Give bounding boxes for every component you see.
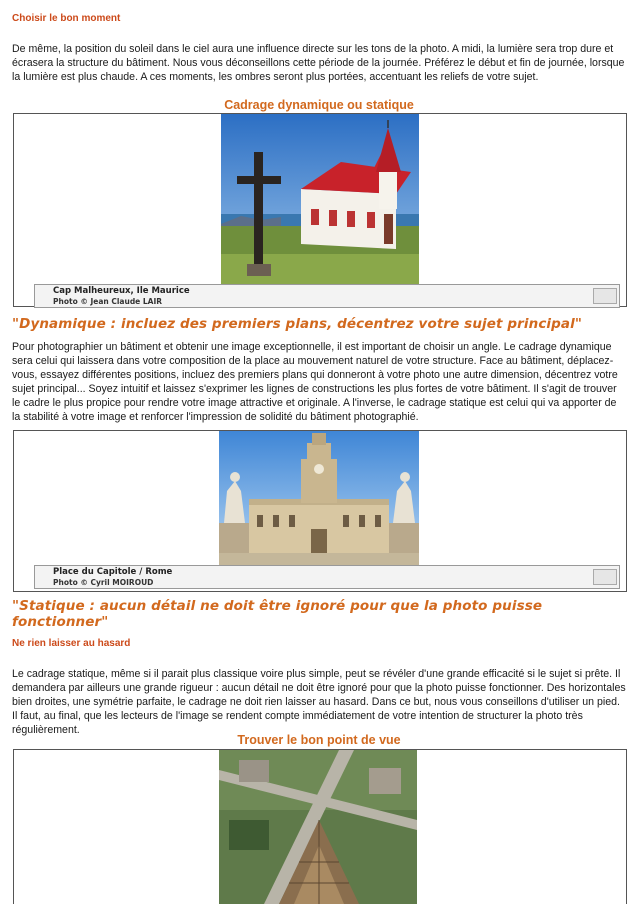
paragraph-static: Le cadrage statique, même si il parait plus classique voire plus simple, peut se révéler d'une grande efficacité si le sujet si prête. Il demandera par ailleurs une grande rigueur : aucun détail ne doit être ignoré pour que la photo puisse fonctionner. Des horizontales bien droites, une symétrie parfaite, le cadrage ne doit rien laisser au hasard. Dans ce but, nous vous conseillons d'utiliser un pied. Il faut, au final, que les lecteurs de l'image se rendent compte immédiatement de votre intention de structurer la photo très régulièrement. [12, 668, 626, 736]
figure-frame-chapel [13, 113, 627, 307]
aerial-photo-image [219, 750, 417, 904]
caption-credit: Photo © Cyril MOIROUD [53, 578, 154, 587]
caption-bar-chapel [34, 284, 620, 308]
quote-static: "Statique : aucun détail ne doit être ignoré pour que la photo puisse fonctionner" [12, 598, 543, 630]
photo-chapel [221, 114, 419, 284]
caption-bar-capitol [34, 565, 620, 589]
section-heading-no-chance: Ne rien laisser au hasard [12, 638, 131, 649]
figure-title-framing: Cadrage dynamique ou statique [224, 98, 414, 112]
quote-dynamic: "Dynamique : incluez des premiers plans, décentrez votre sujet principal" [12, 316, 582, 332]
capitol-photo-image [219, 431, 419, 565]
section-heading-timing: Choisir le bon moment [12, 13, 121, 24]
photo-aerial [219, 750, 417, 904]
figure-title-viewpoint: Trouver le bon point de vue [237, 733, 401, 747]
caption-toggle-button[interactable] [593, 288, 617, 304]
paragraph-timing: De même, la position du soleil dans le ciel aura une influence directe sur les tons de la photo. A midi, la lumière sera trop dure et écrasera la structure du bâtiment. Nous vous déconseillons cette période de la journée. Préférez le début et fin de journée, lorsque la lumière est plus chaude. A ces moments, les ombres seront plus portées, accentuant les reliefs de votre sujet. [12, 43, 625, 83]
figure-frame-viewpoint [13, 749, 627, 904]
caption-location: Cap Malheureux, Ile Maurice [53, 286, 190, 296]
photo-capitol [219, 431, 419, 565]
figure-frame-capitol [13, 430, 627, 592]
caption-location: Place du Capitole / Rome [53, 567, 173, 577]
caption-credit: Photo © Jean Claude LAIR [53, 297, 163, 306]
paragraph-dynamic: Pour photographier un bâtiment et obtenir une image exceptionnelle, il est important de choisir un angle. Le cadrage dynamique sera celui qui laissera dans votre composition de la place au mouvement naturel de votre structure. Face au bâtiment, déplacez-vous, essayez différentes positions, incluez des premiers plans qui donneront à votre photo une autre dimension, décentrez votre sujet principal... Soyez intuitif et laissez s'exprimer les lignes de constructions les plus fortes de votre bâtiment. Il s'agit de trouver le cadre le plus propice pour rendre votre image attractive et originale. A l'inverse, le cadrage statique est celui qui va apporter de la stabilité à votre image et renforcer l'impression de solidité du bâtiment photographié. [12, 341, 618, 423]
caption-toggle-button[interactable] [593, 569, 617, 585]
chapel-photo-image [221, 114, 419, 284]
